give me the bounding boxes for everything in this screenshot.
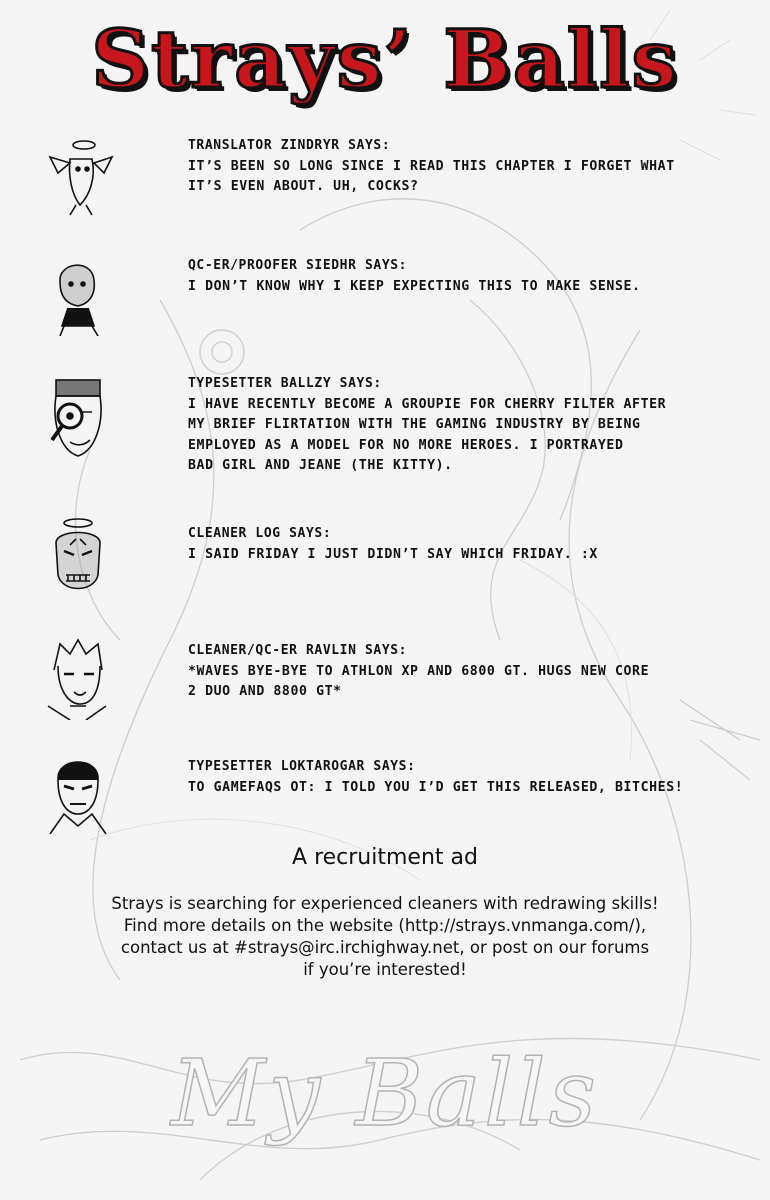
girl-doodle-icon: [40, 252, 116, 336]
magnifier-face-icon: [40, 376, 116, 460]
comment-ravlin: [188, 641, 758, 703]
comment-line: MY BRIEF FLIRTATION WITH THE GAMING INDUSTRY BY BEING: [188, 417, 641, 432]
comment-ballzy: [188, 374, 758, 477]
recruitment-line: if you’re interested!: [303, 960, 467, 979]
comment-log: [188, 524, 758, 565]
comment-author: CLEANER/QC-ER RAVLIN SAYS:: [188, 643, 408, 658]
comment-loktarogar: [188, 757, 758, 798]
comment-line: IT’S BEEN SO LONG SINCE I READ THIS CHAPTER I FORGET WHAT: [188, 158, 675, 174]
angel-doodle-icon: [40, 133, 116, 217]
recruitment-body: [40, 893, 730, 981]
comment-author: QC-ER/PROOFER SIEDHR SAYS:: [188, 258, 408, 273]
recruitment-heading: A recruitment ad: [292, 845, 478, 870]
page-title: Strays’ Balls: [91, 12, 679, 106]
haloed-face-icon: [40, 515, 116, 599]
footer-watermark: My Balls: [171, 1040, 599, 1147]
comment-author: TRANSLATOR ZINDRYR SAYS:: [188, 138, 391, 153]
comment-line: *WAVES BYE-BYE TO ATHLON XP AND 6800 GT. HUGS NEW CORE: [188, 663, 650, 679]
comment-author: TYPESETTER BALLZY SAYS:: [188, 376, 382, 391]
comment-line: IT’S EVEN ABOUT. UH, COCKS?: [188, 179, 419, 194]
recruitment-line: Strays is searching for experienced cleaners with redrawing skills!: [111, 894, 659, 913]
comment-line: BAD GIRL AND JEANE (THE KITTY).: [188, 458, 453, 473]
comment-line: I SAID FRIDAY I JUST DIDN’T SAY WHICH FRIDAY. :X: [188, 546, 598, 562]
suited-man-icon: [40, 750, 116, 834]
comment-line: EMPLOYED AS A MODEL FOR NO MORE HEROES. I PORTRAYED: [188, 437, 624, 453]
comment-line: I DON’T KNOW WHY I KEEP EXPECTING THIS TO MAKE SENSE.: [188, 278, 641, 294]
comment-author: CLEANER LOG SAYS:: [188, 526, 332, 541]
comment-line: 2 DUO AND 8800 GT*: [188, 684, 342, 699]
comment-line: I HAVE RECENTLY BECOME A GROUPIE FOR CHERRY FILTER AFTER: [188, 396, 667, 412]
comment-siedhr: [188, 256, 758, 297]
recruitment-line: Find more details on the website (http://strays.vnmanga.com/),: [123, 916, 647, 935]
comment-zindryr: [188, 136, 758, 198]
comment-line: TO GAMEFAQS OT: I TOLD YOU I’D GET THIS RELEASED, BITCHES!: [188, 779, 684, 795]
comment-author: TYPESETTER LOKTAROGAR SAYS:: [188, 759, 416, 774]
anime-boy-icon: [40, 636, 116, 720]
recruitment-line: contact us at #strays@irc.irchighway.net, or post on our forums: [120, 938, 650, 957]
